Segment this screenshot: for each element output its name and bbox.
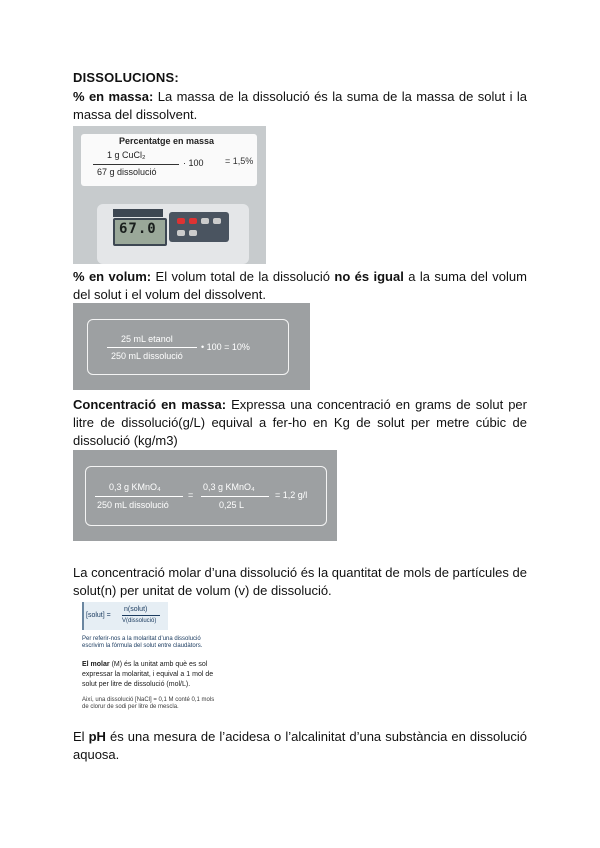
example-line-2: de clorur de sodi per litre de mescla.: [82, 704, 179, 710]
text-mass-concentration: Expressa una concentració en grams de solut per litre de dissolució(g/L) equival a fer-ho en Kg de solut per metre cúbic de dissolució (kg/m3): [73, 397, 527, 448]
scale-photo: [73, 126, 266, 264]
grey-key-icon: [213, 218, 221, 224]
fraction-bar: [107, 347, 197, 348]
text-ph-b: és una mesura de l’acidesa o l’alcalinitat d’una substància en dissolució aquosa.: [73, 729, 527, 762]
molarity-textbook-clip: [80, 600, 253, 720]
formula-denominator-2: 0,25 L: [219, 500, 245, 510]
text-volume-percent-bold: no és igual: [334, 269, 404, 284]
formula-denominator: 250 mL dissolució: [111, 351, 183, 361]
page-heading: DISSOLUCIONS:: [73, 70, 179, 85]
text-ph-a: El: [73, 729, 89, 744]
red-key-icon: [189, 218, 197, 224]
scale-display-value: 67.0: [119, 221, 157, 237]
paragraph-mass-concentration: [73, 396, 527, 450]
molar-definition-line-2: expressar la molaritat, i equival a 1 mol de: [82, 671, 214, 678]
note-line-2: escrivim la fórmula del solut entre claudàtors.: [82, 643, 203, 649]
fraction-bar: [93, 164, 179, 165]
formula-numerator: n(solut): [124, 606, 148, 613]
text-volume-percent-b: a la suma del volum del solut i el volum del dissolvent.: [73, 269, 527, 302]
formula-result: • 100 = 10%: [201, 342, 250, 352]
text-ph-bold: pH: [88, 729, 106, 744]
fraction-bar-2: [201, 496, 269, 497]
text-mass-percent: La massa de la dissolució és la suma de la massa de solut i la massa del dissolvent.: [73, 89, 527, 122]
formula-denominator: 67 g dissolució: [97, 167, 157, 177]
formula-title: Percentatge en massa: [119, 136, 215, 146]
fraction-bar-1: [95, 496, 183, 497]
molar-definition-text-1: (M) és la unitat amb què es sol: [109, 661, 208, 668]
formula-left: [solut] =: [86, 612, 111, 619]
paragraph-volume-percent: [73, 268, 527, 304]
molar-term: El molar: [82, 661, 110, 668]
molar-definition-line-3: solut per litre de dissolució (mol/L).: [82, 681, 191, 688]
mass-concentration-image: [73, 450, 337, 541]
formula-denominator-1: 250 mL dissolució: [97, 500, 169, 510]
grey-key-icon: [201, 218, 209, 224]
text-volume-percent-a: El volum total de la dissolució: [151, 269, 335, 284]
scale-keypad: [169, 212, 229, 242]
formula-result: = 1,5%: [225, 156, 254, 166]
formula-denominator: V(dissolució): [122, 618, 157, 624]
molar-definition-line-1: [82, 660, 207, 669]
mass-percent-formula: [81, 134, 257, 186]
formula-equals-1: =: [188, 490, 194, 500]
note-line-1: Per referir-nos a la molaritat d’una dissolució: [82, 636, 201, 642]
text-molar-concentration: La concentració molar d’una dissolució és la quantitat de mols de partícules de solut(n) per unitat de volum (v) de dissolució.: [73, 565, 527, 598]
fraction-bar: [122, 615, 160, 616]
paragraph-mass-percent: [73, 88, 527, 124]
formula-numerator-2: 0,3 g KMnO₄: [203, 482, 255, 492]
scale-brand-strip: [113, 209, 163, 217]
red-key-icon: [177, 218, 185, 224]
label-mass-percent: % en massa:: [73, 89, 154, 104]
example-line-1: Així, una dissolució [NaCl] = 0,1 M conté 0,1 mols: [82, 697, 215, 703]
grey-key-icon: [189, 230, 197, 236]
label-mass-concentration: Concentració en massa:: [73, 397, 227, 412]
volume-percent-image: [73, 303, 310, 390]
formula-result: = 1,2 g/l: [275, 490, 308, 500]
formula-multiplier: · 100: [183, 158, 204, 168]
paragraph-ph: [73, 728, 527, 764]
paragraph-molar-concentration: [73, 564, 527, 600]
formula-numerator: 1 g CuCl₂: [107, 150, 146, 160]
formula-numerator: 25 mL etanol: [121, 334, 173, 344]
label-volume-percent: % en volum:: [73, 269, 152, 284]
formula-numerator-1: 0,3 g KMnO₄: [109, 482, 161, 492]
grey-key-icon: [177, 230, 185, 236]
